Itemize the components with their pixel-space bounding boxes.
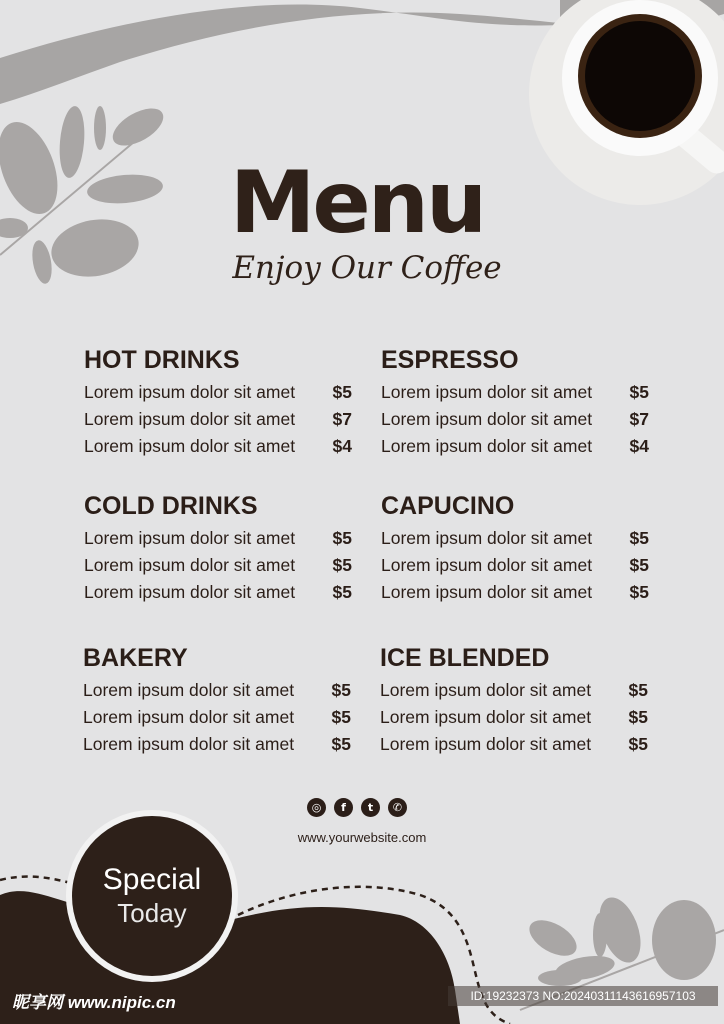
item-name: Lorem ipsum dolor sit amet <box>83 707 295 727</box>
special-line-1: Special <box>102 863 202 897</box>
website-link[interactable]: www.yourwebsite.com <box>297 830 427 845</box>
item-price: $5 <box>331 734 351 754</box>
watermark-right: ID:19232373 NO:20240311143616957103 <box>448 986 718 1006</box>
item-price: $5 <box>332 582 352 602</box>
item-name: Lorem ipsum dolor sit amet <box>84 582 296 602</box>
menu-section-capucino <box>381 494 649 606</box>
item-price: $5 <box>331 680 351 700</box>
item-name: Lorem ipsum dolor sit amet <box>83 680 295 700</box>
menu-item <box>381 525 649 552</box>
whatsapp-icon[interactable]: ✆ <box>388 798 407 817</box>
item-price: $5 <box>629 528 649 548</box>
menu-item <box>84 379 352 406</box>
item-price: $5 <box>332 555 352 575</box>
section-title: COLD DRINKS <box>84 492 258 520</box>
item-price: $4 <box>332 436 352 456</box>
header <box>0 153 724 286</box>
item-name: Lorem ipsum dolor sit amet <box>380 707 592 727</box>
special-today-circle <box>72 816 232 976</box>
menu-section-cold-drinks <box>84 494 352 606</box>
section-title: CAPUCINO <box>381 492 515 520</box>
item-name: Lorem ipsum dolor sit amet <box>84 409 296 429</box>
section-title: BAKERY <box>83 644 188 672</box>
menu-item <box>381 579 649 606</box>
section-title: ICE BLENDED <box>380 644 550 672</box>
page-subtitle: Enjoy Our Coffee <box>232 250 502 286</box>
item-price: $5 <box>628 734 648 754</box>
menu-item <box>84 406 352 433</box>
menu-item <box>380 731 648 758</box>
item-price: $5 <box>629 555 649 575</box>
watermark-left: 昵享网 www.nipic.cn <box>12 993 176 1012</box>
item-name: Lorem ipsum dolor sit amet <box>84 555 296 575</box>
item-name: Lorem ipsum dolor sit amet <box>381 582 593 602</box>
menu-section-bakery <box>83 646 351 758</box>
page-title: Menu <box>229 153 485 253</box>
section-title: ESPRESSO <box>381 346 519 374</box>
menu-item <box>380 704 648 731</box>
menu-item <box>84 433 352 460</box>
item-name: Lorem ipsum dolor sit amet <box>381 436 593 456</box>
item-name: Lorem ipsum dolor sit amet <box>84 436 296 456</box>
menu-item <box>84 525 352 552</box>
menu-item <box>381 379 649 406</box>
menu-item <box>84 579 352 606</box>
item-price: $5 <box>332 382 352 402</box>
item-name: Lorem ipsum dolor sit amet <box>380 734 592 754</box>
special-today-badge <box>66 810 238 982</box>
item-name: Lorem ipsum dolor sit amet <box>381 555 593 575</box>
item-price: $7 <box>629 409 649 429</box>
menu-item <box>380 677 648 704</box>
item-price: $5 <box>629 582 649 602</box>
item-name: Lorem ipsum dolor sit amet <box>380 680 592 700</box>
menu-section-hot-drinks <box>84 348 352 460</box>
menu-item <box>83 731 351 758</box>
item-name: Lorem ipsum dolor sit amet <box>83 734 295 754</box>
item-price: $5 <box>629 382 649 402</box>
menu-item <box>381 406 649 433</box>
special-line-2: Today <box>117 897 187 928</box>
item-name: Lorem ipsum dolor sit amet <box>381 409 593 429</box>
facebook-icon[interactable]: f <box>334 798 353 817</box>
item-price: $4 <box>629 436 649 456</box>
item-price: $5 <box>331 707 351 727</box>
item-price: $7 <box>332 409 352 429</box>
social-icons <box>307 798 407 817</box>
item-name: Lorem ipsum dolor sit amet <box>84 382 296 402</box>
item-price: $5 <box>628 707 648 727</box>
item-name: Lorem ipsum dolor sit amet <box>381 528 593 548</box>
item-name: Lorem ipsum dolor sit amet <box>381 382 593 402</box>
menu-item <box>84 552 352 579</box>
item-price: $5 <box>628 680 648 700</box>
menu-item <box>83 704 351 731</box>
menu-section-espresso <box>381 348 649 460</box>
section-title: HOT DRINKS <box>84 346 240 374</box>
menu-section-ice-blended <box>380 646 648 758</box>
menu-item <box>381 552 649 579</box>
menu-item <box>381 433 649 460</box>
menu-item <box>83 677 351 704</box>
instagram-icon[interactable]: ◎ <box>307 798 326 817</box>
item-name: Lorem ipsum dolor sit amet <box>84 528 296 548</box>
item-price: $5 <box>332 528 352 548</box>
twitter-icon[interactable]: t <box>361 798 380 817</box>
